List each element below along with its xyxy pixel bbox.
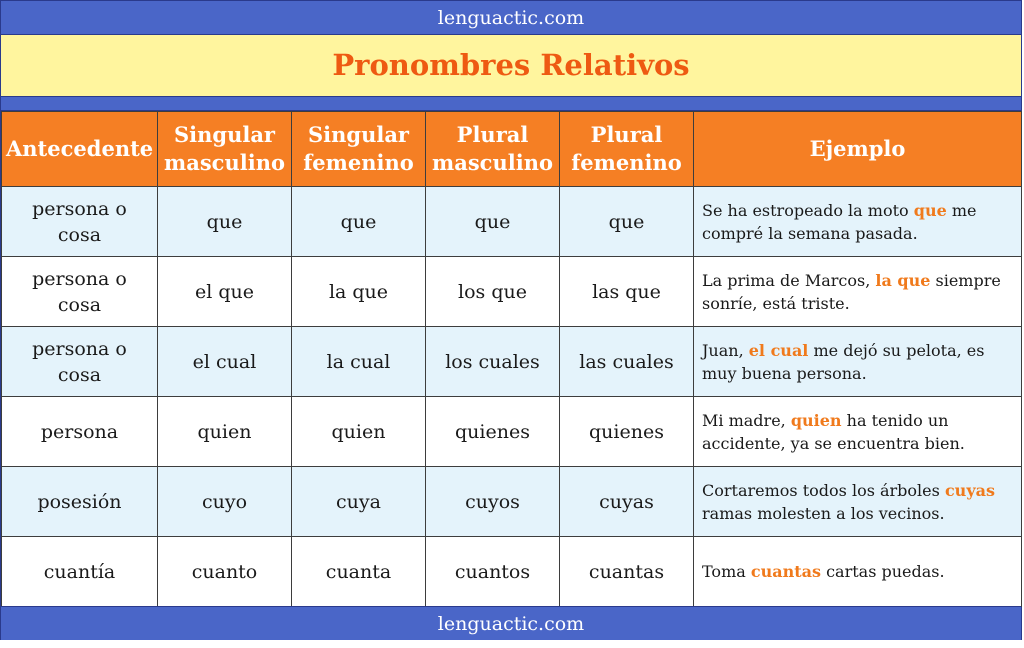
example-text: me compré la semana pasada. bbox=[702, 200, 977, 243]
plural-masculine-cell: quienes bbox=[426, 397, 560, 467]
example-cell bbox=[694, 187, 1022, 257]
header-plural-feminine bbox=[560, 112, 694, 187]
antecedent-cell bbox=[2, 187, 158, 257]
table-header-row bbox=[2, 112, 1022, 187]
antecedent-label: posesión bbox=[37, 490, 122, 513]
example-cell bbox=[694, 397, 1022, 467]
singular-feminine-cell: que bbox=[292, 187, 426, 257]
table-row bbox=[2, 537, 1022, 607]
example-cell bbox=[694, 537, 1022, 607]
example-text: Mi madre, bbox=[702, 410, 791, 430]
antecedent-label: persona o bbox=[32, 197, 127, 220]
header-label: femenino bbox=[571, 150, 682, 175]
example-cell bbox=[694, 327, 1022, 397]
relative-pronouns-table bbox=[1, 111, 1022, 607]
singular-feminine-cell: la cual bbox=[292, 327, 426, 397]
table-row bbox=[2, 397, 1022, 467]
example-highlight: el cual bbox=[748, 340, 809, 360]
example-text: ramas molesten a los vecinos. bbox=[702, 503, 945, 523]
example-highlight: que bbox=[913, 200, 947, 220]
plural-masculine-cell: cuyos bbox=[426, 467, 560, 537]
header-singular-feminine bbox=[292, 112, 426, 187]
example-cell bbox=[694, 257, 1022, 327]
divider-bar bbox=[1, 97, 1021, 111]
singular-masculine-cell: cuanto bbox=[158, 537, 292, 607]
antecedent-cell bbox=[2, 397, 158, 467]
plural-masculine-cell: los cuales bbox=[426, 327, 560, 397]
header-label: Antecedente bbox=[6, 136, 154, 161]
page-title: Pronombres Relativos bbox=[1, 35, 1021, 97]
header-label: Plural bbox=[456, 122, 529, 147]
singular-feminine-cell: cuanta bbox=[292, 537, 426, 607]
example-highlight: quien bbox=[790, 410, 842, 430]
antecedent-label: cuantía bbox=[43, 560, 116, 583]
header-singular-masculine bbox=[158, 112, 292, 187]
example-text: Cortaremos todos los árboles bbox=[702, 480, 945, 500]
header-label: Ejemplo bbox=[809, 136, 906, 161]
singular-masculine-cell: el que bbox=[158, 257, 292, 327]
example-highlight: cuyas bbox=[944, 480, 995, 500]
antecedent-cell bbox=[2, 467, 158, 537]
table-body bbox=[2, 187, 1022, 607]
header-example bbox=[694, 112, 1022, 187]
example-text: Se ha estropeado la moto bbox=[702, 200, 914, 220]
header-label: Plural bbox=[590, 122, 663, 147]
plural-masculine-cell: los que bbox=[426, 257, 560, 327]
table-row bbox=[2, 187, 1022, 257]
plural-feminine-cell: las cuales bbox=[560, 327, 694, 397]
header-plural-masculine bbox=[426, 112, 560, 187]
antecedent-label: cosa bbox=[57, 363, 102, 386]
singular-masculine-cell: el cual bbox=[158, 327, 292, 397]
singular-masculine-cell: cuyo bbox=[158, 467, 292, 537]
example-cell bbox=[694, 467, 1022, 537]
antecedent-label: persona o bbox=[32, 267, 127, 290]
example-text: ha tenido un accidente, ya se encuentra bien. bbox=[702, 410, 965, 453]
antecedent-label: cosa bbox=[57, 223, 102, 246]
header-label: femenino bbox=[303, 150, 414, 175]
example-text: me dejó su pelota, es muy buena persona. bbox=[702, 340, 985, 383]
example-text: Juan, bbox=[702, 340, 749, 360]
header-label: Singular bbox=[173, 122, 275, 147]
table-row bbox=[2, 467, 1022, 537]
site-name-footer: lenguactic.com bbox=[1, 606, 1021, 640]
singular-masculine-cell: quien bbox=[158, 397, 292, 467]
plural-masculine-cell: cuantos bbox=[426, 537, 560, 607]
example-highlight: cuantas bbox=[750, 562, 821, 581]
plural-feminine-cell: cuyas bbox=[560, 467, 694, 537]
antecedent-cell bbox=[2, 537, 158, 607]
header-antecedent bbox=[2, 112, 158, 187]
table-row bbox=[2, 257, 1022, 327]
site-name-header: lenguactic.com bbox=[1, 1, 1021, 35]
singular-feminine-cell: la que bbox=[292, 257, 426, 327]
antecedent-cell bbox=[2, 327, 158, 397]
header-label: Singular bbox=[307, 122, 409, 147]
plural-feminine-cell: las que bbox=[560, 257, 694, 327]
antecedent-label: cosa bbox=[57, 293, 102, 316]
example-text: siempre sonríe, está triste. bbox=[702, 270, 1001, 313]
antecedent-cell bbox=[2, 257, 158, 327]
plural-feminine-cell: que bbox=[560, 187, 694, 257]
plural-feminine-cell: quienes bbox=[560, 397, 694, 467]
example-text: cartas puedas. bbox=[821, 562, 945, 581]
antecedent-label: persona o bbox=[32, 337, 127, 360]
singular-feminine-cell: cuya bbox=[292, 467, 426, 537]
header-label: masculino bbox=[432, 150, 553, 175]
header-label: masculino bbox=[164, 150, 285, 175]
plural-masculine-cell: que bbox=[426, 187, 560, 257]
example-highlight: la que bbox=[875, 270, 931, 290]
table-row bbox=[2, 327, 1022, 397]
singular-masculine-cell: que bbox=[158, 187, 292, 257]
antecedent-label: persona bbox=[40, 420, 119, 443]
example-text: La prima de Marcos, bbox=[702, 270, 876, 290]
plural-feminine-cell: cuantas bbox=[560, 537, 694, 607]
singular-feminine-cell: quien bbox=[292, 397, 426, 467]
example-text: Toma bbox=[702, 562, 751, 581]
